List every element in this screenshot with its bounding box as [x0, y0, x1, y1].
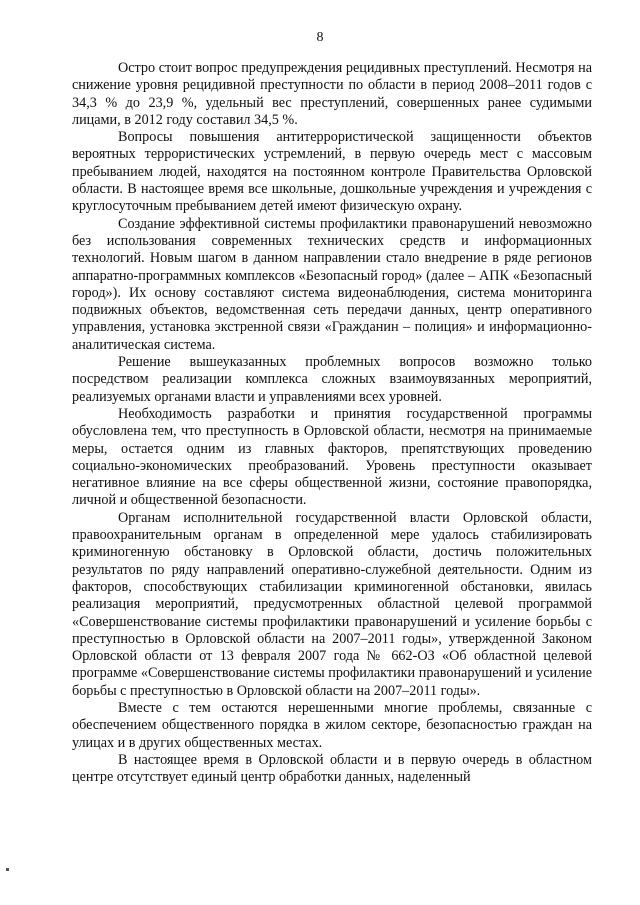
paragraph-recidivism: Остро стоит вопрос предупреждения рецидивных преступлений. Несмотря на снижение уровня рецидивной преступности по области в период 2008–2011 годов с 34,3 % до 23,9 %, удельный вес преступлений, совершенных ранее судимыми лицами, в 2012 году составил 34,5 %. [72, 60, 592, 128]
document-body [72, 60, 592, 786]
paragraph-antiterror: Вопросы повышения антитеррористической защищенности объектов вероятных террористических устремлений, в первую очередь мест с массовым пребыванием людей, находятся на постоянном контроле Правительства Орловской области. В настоящее время все школьные, дошкольные учреждения и учреждения с круглосуточным пребыванием детей имеют физическую охрану. [72, 129, 592, 215]
paragraph-problems: Вместе с тем остаются нерешенными многие проблемы, связанные с обеспечением общественного порядка в жилом секторе, безопасностью граждан на улицах и в других общественных местах. [72, 699, 592, 751]
paragraph-necessity: Необходимость разработки и принятия государственной программы обусловлена тем, что преступность в Орловской области, несмотря на принимаемые меры, остается одним из главных факторов, препятствующих проведению социально-экономических преобразований. Уровень преступности оказывает негативное влияние на все сферы общественной жизни, состояние правопорядка, личной и общественной безопасности. [72, 405, 592, 509]
paragraph-data-center: В настоящее время в Орловской области и в первую очередь в областном центре отсутствует единый центр обработки данных, наделенный [72, 751, 592, 786]
paragraph-authorities: Органам исполнительной государственной власти Орловской области, правоохранительным органам в определенной мере удалось стабилизировать криминогенную обстановку в Орловской области, достичь положительных результатов по ряду направлений оперативно-служебной деятельности. Одним из факторов, способствующих стабилизации криминогенной обстановки, явилась реализация мероприятий, предусмотренных областной целевой программой «Совершенствование системы профилактики правонарушений и усиление борьбы с преступностью в Орловской области на 2007–2011 годы», утвержденной Законом Орловской области от 13 февраля 2007 года № 662-ОЗ «Об областной целевой программе «Совершенствование системы профилактики правонарушений и усиление борьбы с преступностью в Орловской области на 2007–2011 годы». [72, 509, 592, 699]
paragraph-solution: Решение вышеуказанных проблемных вопросов возможно только посредством реализации комплекса сложных взаимоувязанных мероприятий, реализуемых органами власти и управлениями всех уровней. [72, 354, 592, 405]
scan-margin-mark [6, 868, 9, 871]
page-number: 8 [316, 30, 324, 45]
paragraph-safe-city: Создание эффективной системы профилактики правонарушений невозможно без использования современных технических средств и информационных технологий. Новым шагом в данном направлении стало внедрение в ряде регионов аппаратно-программных комплексов «Безопасный город» (далее – АПК «Безопасный город»). Их основу составляют система видеонаблюдения, система мониторинга подвижных объектов, ведомственная сеть передачи данных, центр оперативного управления, установка экстренной связи «Гражданин – полиция» и информационно-аналитическая система. [72, 215, 592, 353]
